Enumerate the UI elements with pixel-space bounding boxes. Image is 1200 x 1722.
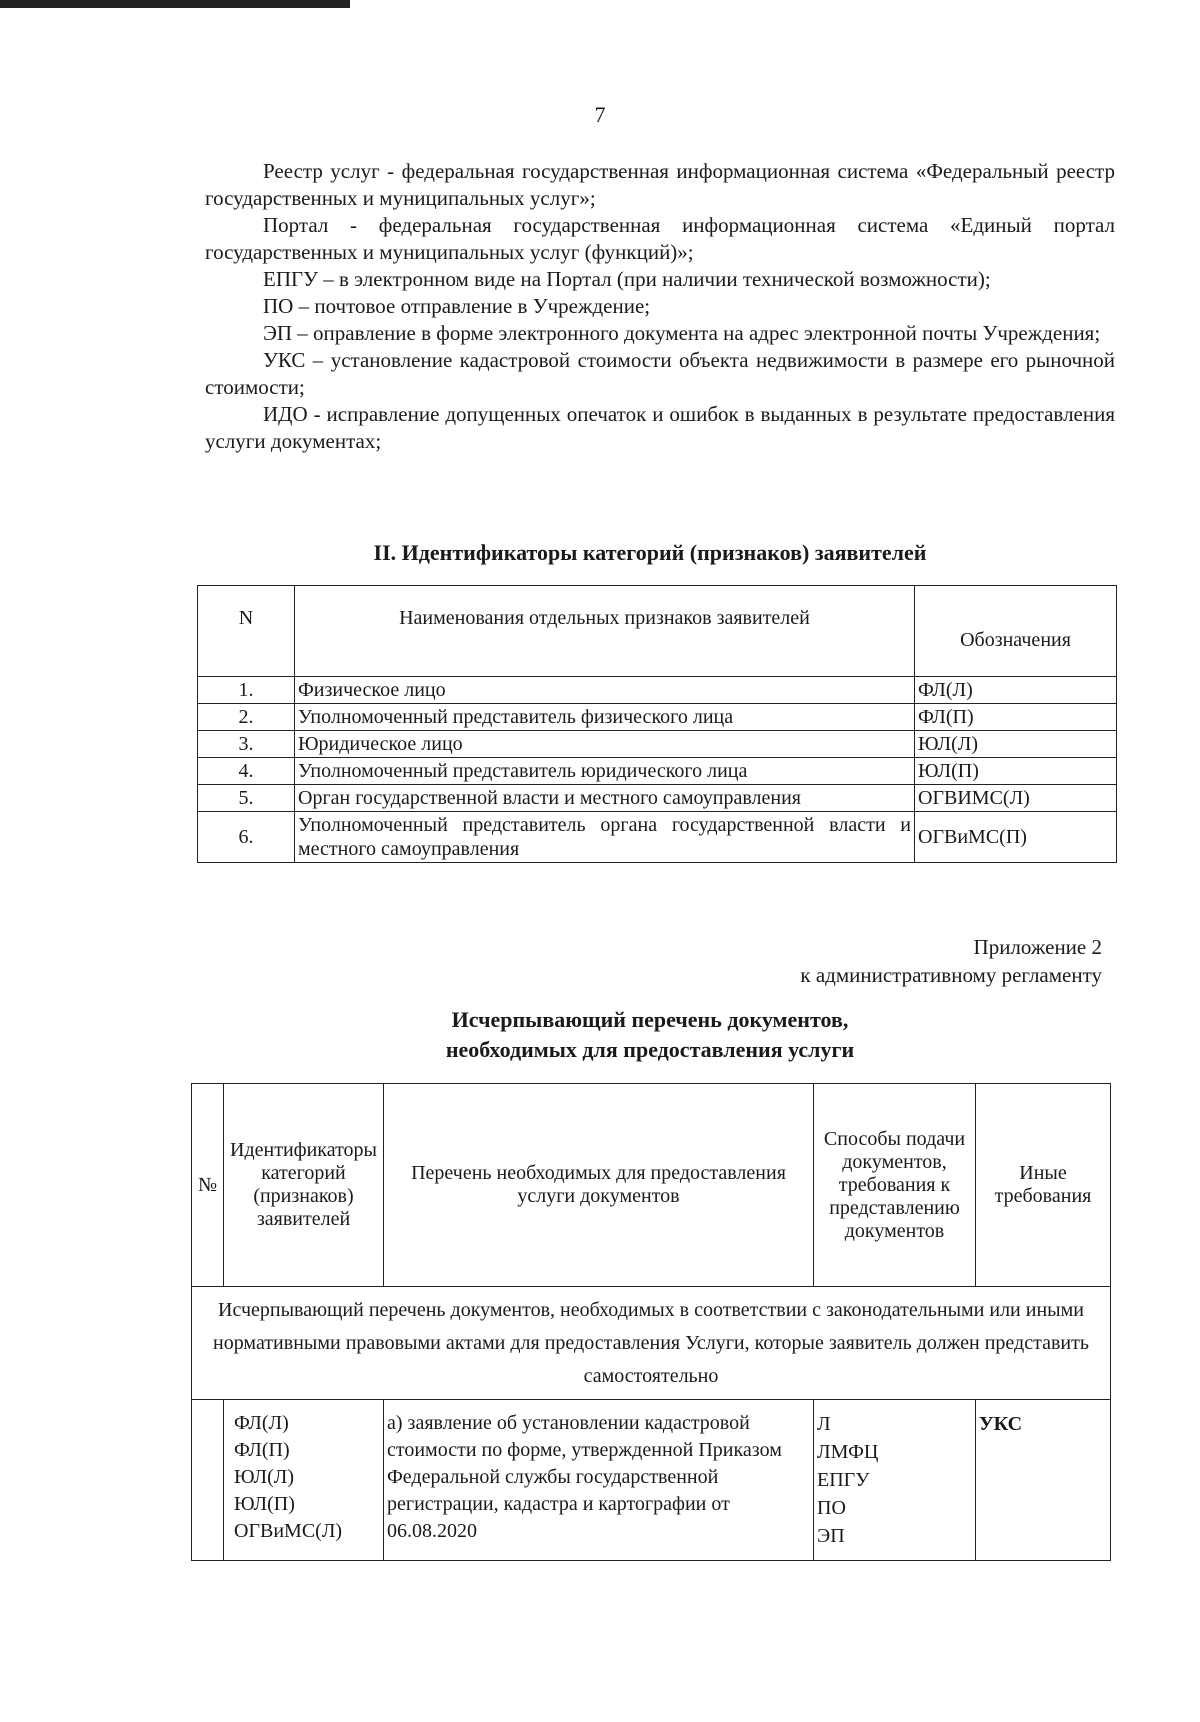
row-name: Уполномоченный представитель физического лица bbox=[295, 704, 915, 731]
definition-registry: Реестр услуг - федеральная государственная информационная система «Федеральный реестр государственных и муниципальных услуг»; bbox=[205, 159, 1115, 210]
section-3-title-line2: необходимых для предоставления услуги bbox=[445, 1037, 855, 1062]
row-name: Юридическое лицо bbox=[295, 731, 915, 758]
row-code: ФЛ(Л) bbox=[915, 677, 1117, 704]
span-row-text: Исчерпывающий перечень документов, необходимых в соответствии с законодательными или иными нормативными правовыми актами для предоставления Услуги, которые заявитель должен представить самостоятельно bbox=[192, 1287, 1111, 1400]
row-name: Физическое лицо bbox=[295, 677, 915, 704]
appendix-number: Приложение 2 bbox=[973, 935, 1102, 959]
section-3-title bbox=[180, 1005, 1120, 1065]
table-row bbox=[198, 785, 1117, 812]
row-number: 4. bbox=[198, 758, 295, 785]
table-row bbox=[198, 758, 1117, 785]
table-row bbox=[198, 677, 1117, 704]
section-2-title: II. Идентификаторы категорий (признаков) заявителей bbox=[373, 540, 927, 565]
table-row bbox=[192, 1400, 1111, 1561]
id-item: ЮЛ(Л) bbox=[234, 1466, 295, 1488]
method-item: ЕПГУ bbox=[817, 1469, 870, 1491]
row-number: 2. bbox=[198, 704, 295, 731]
scan-edge-mark bbox=[0, 0, 350, 8]
table-header-row bbox=[192, 1084, 1111, 1287]
row-code: ЮЛ(Л) bbox=[915, 731, 1117, 758]
definition-epgu: ЕПГУ – в электронном виде на Портал (при наличии технической возможности); bbox=[263, 267, 991, 291]
definition-ep: ЭП – оправление в форме электронного документа на адрес электронной почты Учреждения; bbox=[263, 321, 1101, 345]
definition-portal: Портал - федеральная государственная информационная система «Единый портал государственных и муниципальных услуг (функций)»; bbox=[205, 213, 1115, 264]
applicant-categories-table bbox=[197, 585, 1117, 863]
row-methods bbox=[814, 1400, 976, 1561]
header-docs: Перечень необходимых для предоставления услуги документов bbox=[384, 1084, 814, 1287]
id-item: ФЛ(П) bbox=[234, 1439, 290, 1461]
row-number: 1. bbox=[198, 677, 295, 704]
table-header-row bbox=[198, 586, 1117, 677]
row-name: Уполномоченный представитель юридического лица bbox=[295, 758, 915, 785]
row-number: 5. bbox=[198, 785, 295, 812]
header-num: № bbox=[192, 1084, 224, 1287]
header-n: N bbox=[198, 586, 295, 677]
header-methods: Способы подачи документов, требования к представлению документов bbox=[814, 1084, 976, 1287]
header-codes: Обозначения bbox=[915, 586, 1117, 677]
table-row bbox=[198, 812, 1117, 863]
method-item: ЛМФЦ bbox=[817, 1441, 879, 1463]
row-number: 3. bbox=[198, 731, 295, 758]
row-document: а) заявление об установлении кадастровой стоимости по форме, утвержденной Приказом Федеральной службы государственной регистрации, кадастра и картографии от 06.08.2020 bbox=[384, 1400, 814, 1561]
table-row bbox=[198, 704, 1117, 731]
method-item: ПО bbox=[817, 1497, 846, 1519]
row-code: ОГВиМС(П) bbox=[915, 812, 1117, 863]
method-item: Л bbox=[817, 1413, 831, 1435]
appendix-label bbox=[700, 933, 1102, 989]
appendix-reference: к административному регламенту bbox=[800, 963, 1102, 987]
row-name: Уполномоченный представитель органа государственной власти и местного самоуправления bbox=[295, 812, 915, 863]
section-3-title-line1: Исчерпывающий перечень документов, bbox=[451, 1007, 849, 1032]
table-span-row bbox=[192, 1287, 1111, 1400]
definition-po: ПО – почтовое отправление в Учреждение; bbox=[263, 294, 651, 318]
id-item: ЮЛ(П) bbox=[234, 1493, 295, 1515]
header-other: Иные требования bbox=[976, 1084, 1111, 1287]
id-item: ОГВиМС(Л) bbox=[234, 1520, 343, 1542]
definition-uks: УКС – установление кадастровой стоимости объекта недвижимости в размере его рыночной стоимости; bbox=[205, 348, 1115, 399]
row-name: Орган государственной власти и местного самоуправления bbox=[295, 785, 915, 812]
documents-table bbox=[191, 1083, 1111, 1561]
id-item: ФЛ(Л) bbox=[234, 1412, 289, 1434]
row-number: 6. bbox=[198, 812, 295, 863]
header-names: Наименования отдельных признаков заявителей bbox=[295, 586, 915, 677]
method-item: ЭП bbox=[817, 1525, 845, 1547]
table-row bbox=[198, 731, 1117, 758]
row-code: ОГВИМС(Л) bbox=[915, 785, 1117, 812]
row-code: ФЛ(П) bbox=[915, 704, 1117, 731]
definitions-list bbox=[205, 158, 1115, 455]
row-ids bbox=[224, 1400, 384, 1561]
row-code: ЮЛ(П) bbox=[915, 758, 1117, 785]
definition-ido: ИДО - исправление допущенных опечаток и ошибок в выданных в результате предоставления услуги документах; bbox=[205, 402, 1115, 453]
row-number bbox=[192, 1400, 224, 1561]
row-other: УКС bbox=[976, 1400, 1111, 1561]
header-ids: Идентификаторы категорий (признаков) заявителей bbox=[224, 1084, 384, 1287]
page-number: 7 bbox=[594, 102, 606, 127]
